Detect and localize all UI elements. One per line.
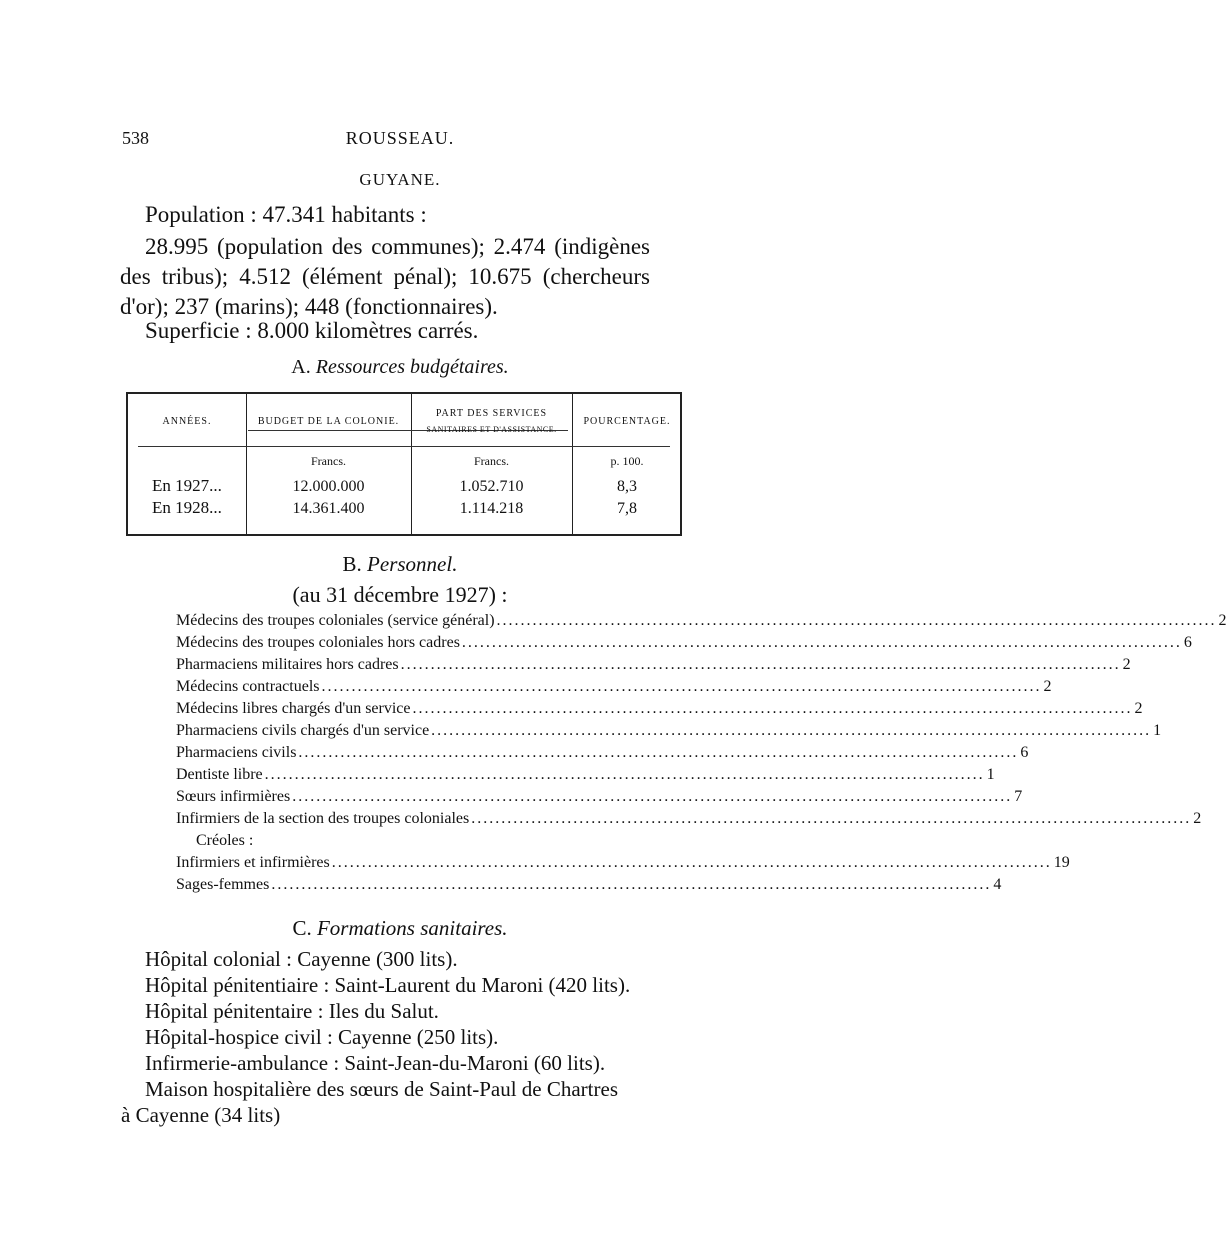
creoles-value: 4 — [993, 876, 1002, 893]
creoles-heading — [176, 832, 628, 854]
personnel-value: 7 — [1014, 788, 1023, 805]
list-item: Pharmaciens militaires hors cadres ........................................................................................................................ 2 — [176, 656, 1131, 673]
personnel-value: 2 — [1218, 612, 1227, 629]
list-item: Infirmiers et infirmières ........................................................................................................................ 19 — [176, 854, 1070, 871]
personnel-value: 2 — [1193, 810, 1202, 827]
personnel-value: 2 — [1134, 700, 1143, 717]
list-item: Pharmaciens civils ........................................................................................................................ 6 — [176, 744, 1029, 761]
list-item: Infirmiers de la section des troupes coloniales ........................................................................................................................ 2 — [176, 810, 1202, 827]
section-b-letter: B. — [342, 552, 362, 576]
header-part-line1: PART DES SERVICES — [435, 408, 548, 419]
row-1928-budget: 14.361.400 — [292, 500, 365, 517]
personnel-label: Médecins des troupes coloniales hors cadres — [176, 634, 460, 651]
section-b-date: (au 31 décembre 1927) : — [292, 582, 508, 607]
section-c-heading — [0, 916, 800, 941]
list-item: à Cayenne (34 lits) — [121, 1103, 281, 1127]
list-item: Sœurs infirmières ........................................................................................................................ 7 — [176, 788, 1023, 805]
section-b-heading — [0, 552, 800, 577]
unit-pct: p. 100. — [610, 454, 644, 468]
row-1927-part: 1.052.710 — [459, 478, 524, 495]
population-line: Population : 47.341 habitants : — [145, 202, 427, 227]
header-budget: BUDGET DE LA COLONIE. — [257, 416, 400, 427]
section-b-title: Personnel. — [367, 552, 458, 576]
list-item: Médecins des troupes coloniales (service général) ........................................................................................................................ 2 — [176, 612, 1227, 629]
row-1927-pct: 8,3 — [617, 478, 637, 495]
personnel-label: Médecins libres chargés d'un service — [176, 700, 411, 717]
personnel-value: 1 — [1153, 722, 1162, 739]
personnel-list — [176, 612, 1227, 898]
section-a-heading — [0, 356, 800, 379]
chapter-title: GUYANE. — [359, 170, 441, 189]
list-item: Infirmerie-ambulance : Saint-Jean-du-Maroni (60 lits). — [145, 1051, 606, 1075]
section-c-title: Formations sanitaires. — [316, 916, 508, 940]
row-1928-year: En 1928... — [152, 498, 222, 517]
personnel-label: Sœurs infirmières — [176, 788, 291, 805]
formations-list — [121, 946, 631, 1128]
section-a-title: Ressources budgétaires. — [315, 356, 509, 378]
personnel-value: 2 — [1043, 678, 1052, 695]
unit-budget: Francs. — [311, 454, 346, 468]
list-item: Hôpital colonial : Cayenne (300 lits). — [145, 947, 458, 971]
section-a-letter: A. — [291, 356, 311, 378]
budget-table — [126, 392, 682, 536]
list-item: Hôpital pénitentaire : Iles du Salut. — [145, 999, 439, 1023]
header-annees: ANNÉES. — [162, 416, 212, 427]
population-detail: 28.995 (population des communes); 2.474 (indigènes des tribus); 4.512 (élément pénal); 10.675 (chercheurs d'or); 237 (marins); 448 (fonctionnaires). — [120, 234, 650, 319]
personnel-label: Pharmaciens civils — [176, 744, 297, 761]
personnel-value: 2 — [1122, 656, 1131, 673]
creoles-label: Infirmiers et infirmières — [176, 854, 330, 871]
personnel-label: Médecins des troupes coloniales (service général) — [176, 612, 495, 629]
row-1927-budget: 12.000.000 — [292, 478, 365, 495]
page-number: 538 — [122, 128, 149, 148]
row-1928-part: 1.114.218 — [459, 500, 524, 517]
creoles-label: Sages-femmes — [176, 876, 270, 893]
section-c-letter: C. — [292, 916, 312, 940]
superficie-line: Superficie : 8.000 kilomètres carrés. — [145, 318, 479, 343]
personnel-label: Médecins contractuels — [176, 678, 320, 695]
personnel-label: Pharmaciens civils chargés d'un service — [176, 722, 430, 739]
personnel-value: 1 — [986, 766, 995, 783]
list-item: Hôpital-hospice civil : Cayenne (250 lits). — [145, 1025, 499, 1049]
list-item: Médecins des troupes coloniales hors cadres ........................................................................................................................ 6 — [176, 634, 1192, 651]
personnel-value: 6 — [1183, 634, 1192, 651]
personnel-value: 6 — [1020, 744, 1029, 761]
header-part-line2: SANITAIRES ET D'ASSISTANCE. — [426, 425, 557, 434]
list-item: Hôpital pénitentiaire : Saint-Laurent du Maroni (420 lits). — [145, 973, 631, 997]
list-item: Sages-femmes ........................................................................................................................ 4 — [176, 876, 1002, 893]
running-head: ROUSSEAU. — [345, 128, 455, 148]
header-pourcentage: POURCENTAGE. — [583, 416, 671, 427]
personnel-label: Infirmiers de la section des troupes coloniales — [176, 810, 470, 827]
creoles-value: 19 — [1053, 854, 1070, 871]
row-1928-pct: 7,8 — [617, 500, 637, 517]
creoles-heading-text: Créoles : — [196, 832, 254, 849]
personnel-label: Pharmaciens militaires hors cadres — [176, 656, 399, 673]
personnel-label: Dentiste libre — [176, 766, 263, 783]
list-item: Médecins contractuels ........................................................................................................................ 2 — [176, 678, 1052, 695]
list-item: Maison hospitalière des sœurs de Saint-Paul de Chartres — [145, 1077, 618, 1101]
list-item: Médecins libres chargés d'un service ........................................................................................................................ 2 — [176, 700, 1143, 717]
unit-part: Francs. — [474, 454, 509, 468]
row-1927-year: En 1927... — [152, 476, 222, 495]
list-item: Pharmaciens civils chargés d'un service ........................................................................................................................ 1 — [176, 722, 1162, 739]
list-item: Dentiste libre ........................................................................................................................ 1 — [176, 766, 995, 783]
